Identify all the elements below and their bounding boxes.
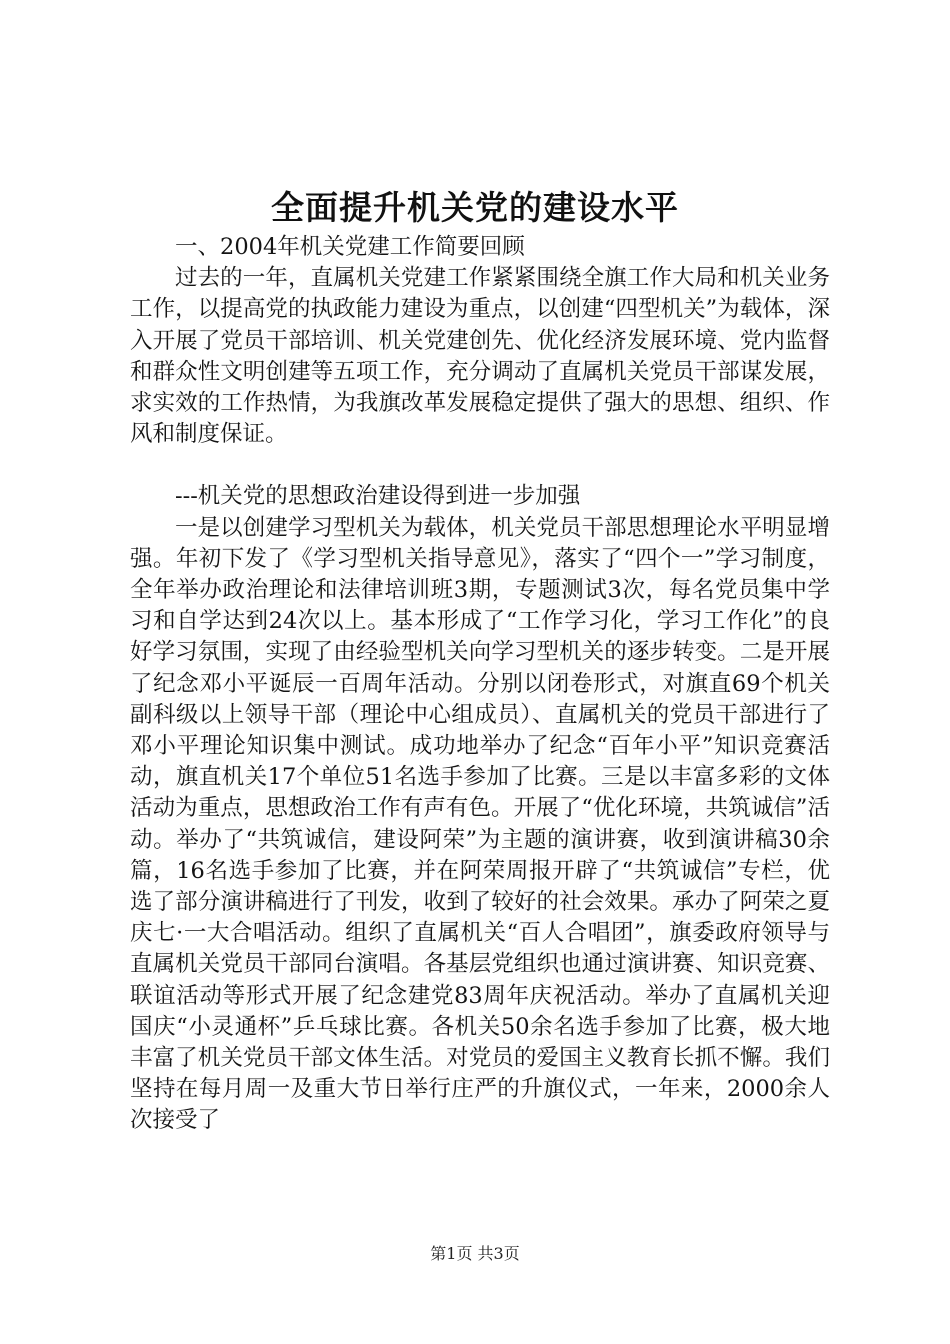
paragraph-ideological-work: 一是以创建学习型机关为载体，机关党员干部思想理论水平明显增强。年初下发了《学习型机关指导意见》，落实了“四个一”学习制度，全年举办政治理论和法律培训班3期，专题测试3次，每名党员集中学习和自学达到24次以上。基本形成了“工作学习化，学习工作化”的良好学习氛围，实现了由经验型机关向学习型机关的逐步转变。二是开展了纪念邓小平诞辰一百周年活动。分别以闭卷形式，对旗直69个机关副科级以上领导干部（理论中心组成员）、直属机关的党员干部进行了邓小平理论知识集中测试。成功地举办了纪念“百年小平”知识竞赛活动，旗直机关17个单位51名选手参加了比赛。三是以丰富多彩的文体活动为重点，思想政治工作有声有色。开展了“优化环境，共筑诚信”活动。举办了“共筑诚信，建设阿荣”为主题的演讲赛，收到演讲稿30余篇，16名选手参加了比赛，并在阿荣周报开辟了“共筑诚信”专栏，优选了部分演讲稿进行了刊发，收到了较好的社会效果。承办了阿荣之夏庆七·一大合唱活动。组织了直属机关“百人合唱团”，旗委政府领导与直属机关党员干部同台演唱。各基层党组织也通过演讲赛、知识竞赛、联谊活动等形式开展了纪念建党83周年庆祝活动。举办了直属机关迎国庆“小灵通杯”乒乓球比赛。各机关50余名选手参加了比赛，极大地丰富了机关党员干部文体生活。对党员的爱国主义教育长抓不懈。我们坚持在每月周一及重大节日举行庄严的升旗仪式，一年来，2000余人次接受了 bbox=[130, 514, 830, 1134]
paragraph-review: 过去的一年，直属机关党建工作紧紧围绕全旗工作大局和机关业务工作，以提高党的执政能力建设为重点，以创建“四型机关”为载体，深入开展了党员干部培训、机关党建创先、优化经济发展环境、党内监督和群众性文明创建等五项工作，充分调动了直属机关党员干部谋发展，求实效的工作热情，为我旗改革发展稳定提供了强大的思想、组织、作风和制度保证。 bbox=[130, 265, 830, 448]
page-footer: 第1页 共3页 bbox=[430, 1244, 520, 1263]
subsection-heading: ---机关党的思想政治建设得到进一步加强 bbox=[175, 483, 581, 510]
section-heading: 一、2004年机关党建工作简要回顾 bbox=[175, 234, 525, 260]
document-title: 全面提升机关党的建设水平 bbox=[271, 188, 679, 227]
document-body bbox=[130, 232, 830, 1137]
